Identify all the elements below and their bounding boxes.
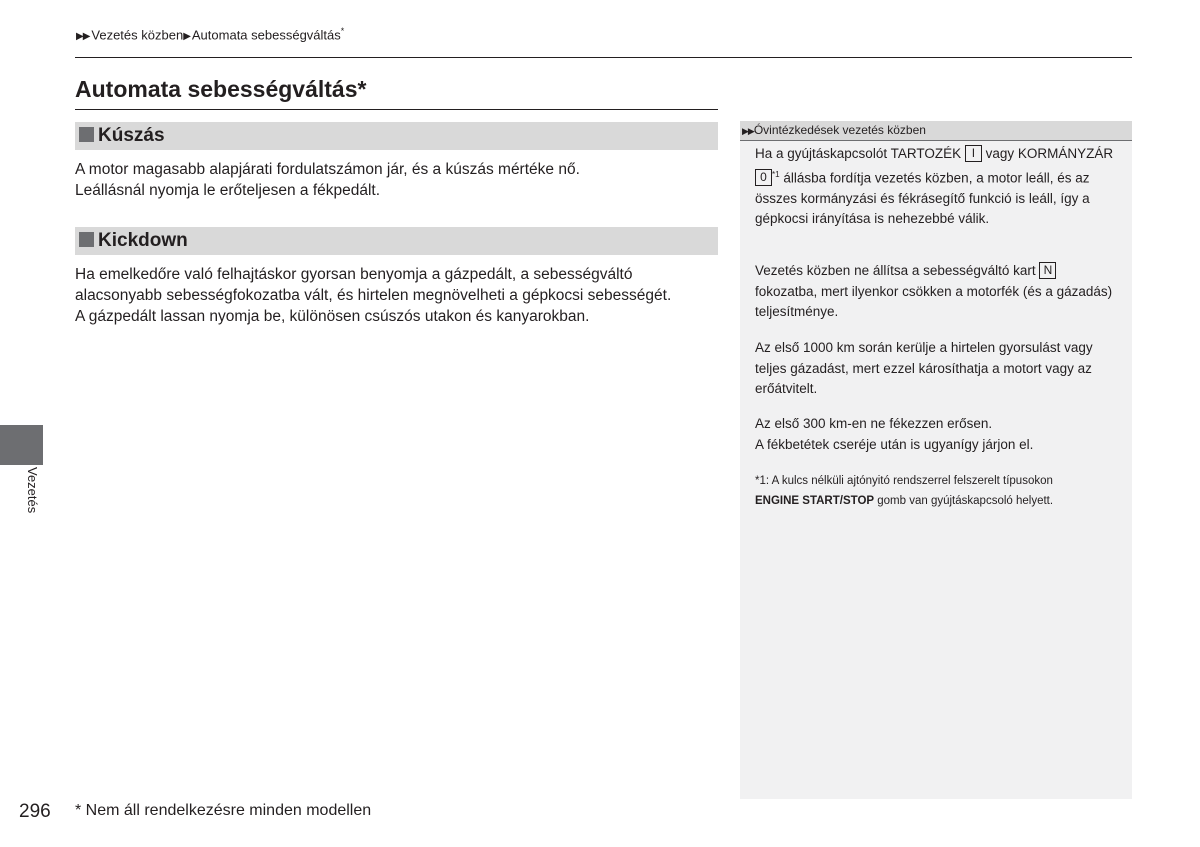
section-body-kuszas	[75, 159, 725, 201]
double-arrow-icon: ▶▶	[742, 126, 754, 136]
note-brakes	[755, 414, 1115, 455]
side-notes-panel	[740, 121, 1132, 799]
section-heading-text: Kickdown	[98, 230, 188, 251]
title-divider	[75, 109, 718, 110]
square-bullet-icon	[79, 232, 94, 247]
breadcrumb-item-transmission[interactable]: Automata sebességváltás	[191, 27, 341, 43]
page-number: 296	[19, 801, 51, 822]
note-text: Vezetés közben ne állítsa a sebességváltó kart	[755, 263, 1036, 278]
section-heading-kickdown	[75, 227, 718, 255]
breadcrumb-star: *	[340, 26, 345, 36]
footnote-text: *1: A kulcs nélküli ajtónyitó rendszerrel felszerelt típusokon	[755, 475, 1053, 487]
body-line: Leállásnál nyomja le erőteljesen a fékpedált.	[75, 182, 381, 199]
key-position-i-badge: I	[965, 145, 982, 162]
note-text: vagy	[985, 146, 1015, 161]
footnote-ref: *1	[772, 169, 780, 179]
page-title-star: *	[357, 76, 367, 102]
body-line: A gázpedált lassan nyomja be, különösen csúszós utakon és kanyarokban.	[75, 308, 590, 325]
section-body-kickdown	[75, 264, 725, 327]
note-text: állásba fordítja vezetés közben, a motor leáll, és az összes kormányzási és fékrásegítő funkció is leáll, így a gépkocsi irányítása is nehezebbé válik.	[755, 170, 1090, 226]
key-position-0-badge: 0	[755, 169, 772, 186]
body-line: Ha emelkedőre való felhajtáskor gyorsan benyomja a gázpedált, a sebességváltó	[75, 266, 633, 283]
section-heading-text: Kúszás	[98, 125, 165, 146]
footnote-text: gomb van gyújtáskapcsoló helyett.	[877, 495, 1054, 507]
breadcrumb-item-driving[interactable]: Vezetés közben	[91, 27, 184, 43]
section-heading-kuszas	[75, 122, 718, 150]
arrow-separator-icon: ▶	[183, 31, 190, 43]
footer-note: * Nem áll rendelkezésre minden modellen	[75, 802, 372, 819]
page-title-text: Automata sebességváltás	[75, 76, 358, 102]
body-line: alacsonyabb sebességfokozatba vált, és hirtelen megnövelheti a gépkocsi sebességét.	[75, 287, 672, 304]
note-text: A fékbetétek cseréje után is ugyanígy járjon el.	[755, 436, 1034, 452]
note-text: fokozatba, mert ilyenkor csökken a motorfék (és a gázadás) teljesítménye.	[755, 283, 1113, 319]
note-neutral	[755, 261, 1115, 323]
note-break-in	[755, 338, 1115, 400]
side-panel-heading[interactable]	[740, 121, 1132, 141]
footnote	[755, 471, 1115, 511]
square-bullet-icon	[79, 127, 94, 142]
note-text: Az első 1000 km során kerülje a hirtelen gyorsulást vagy teljes gázadást, mert ezzel károsíthatja a motort vagy az erőátvitelt.	[755, 340, 1093, 396]
note-text: KORMÁNYZÁR	[1017, 146, 1114, 161]
body-line: A motor magasabb alapjárati fordulatszámon jár, és a kúszás mértéke nő.	[75, 161, 580, 178]
breadcrumb	[76, 26, 344, 42]
chapter-tab[interactable]	[0, 425, 43, 465]
top-divider	[75, 57, 1132, 58]
chapter-tab-label: Vezetés	[25, 467, 40, 514]
side-panel-heading-text: Óvintézkedések vezetés közben	[753, 123, 926, 137]
double-arrow-icon: ▶▶	[76, 31, 90, 43]
page-title	[75, 76, 366, 103]
gear-n-badge: N	[1039, 262, 1056, 279]
note-text: Az első 300 km-en ne fékezzen erősen.	[755, 416, 993, 431]
note-text: Ha a gyújtáskapcsolót TARTOZÉK	[755, 146, 962, 161]
note-ignition	[755, 144, 1115, 230]
footnote-bold-text: ENGINE START/STOP	[755, 495, 875, 507]
